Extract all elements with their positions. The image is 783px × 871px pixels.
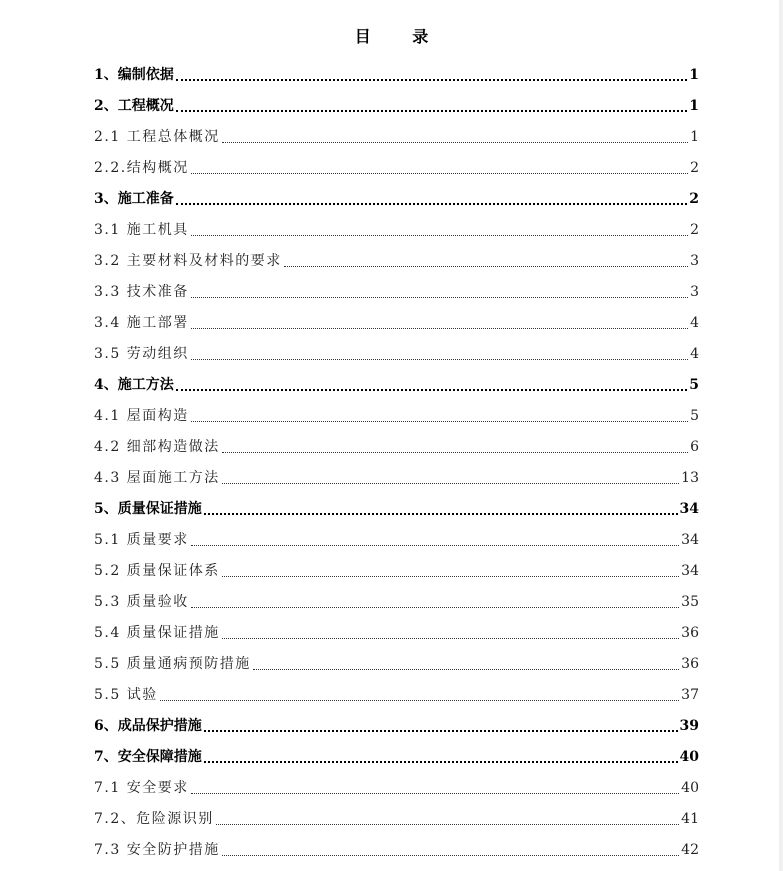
toc-dot-leader	[204, 761, 678, 763]
toc-entry-text: 7.2、危险源识别	[94, 811, 214, 827]
toc-dot-leader	[216, 824, 679, 825]
toc-page-number: 2	[690, 160, 699, 176]
toc-subsection-entry[interactable]	[94, 833, 699, 864]
toc-page-number: 1	[689, 98, 699, 114]
toc-section-entry[interactable]	[94, 740, 699, 771]
toc-subsection-entry[interactable]	[94, 430, 699, 461]
toc-dot-leader	[191, 297, 688, 298]
toc-dot-leader	[160, 700, 679, 701]
toc-dot-leader	[222, 638, 679, 639]
toc-dot-leader	[191, 328, 688, 329]
toc-page-number: 4	[690, 315, 699, 331]
toc-entry-text: 5.3 质量验收	[94, 594, 189, 610]
toc-entry-text: 5.5 质量通病预防措施	[94, 656, 251, 672]
toc-section-entry[interactable]	[94, 182, 699, 213]
toc-entry-text: 5.2 质量保证体系	[94, 563, 220, 579]
toc-page-number: 3	[690, 284, 699, 300]
toc-dot-leader	[222, 452, 688, 453]
toc-dot-leader	[191, 173, 688, 174]
toc-page-number: 13	[681, 470, 699, 486]
toc-dot-leader	[191, 359, 688, 360]
toc-page-number: 3	[690, 253, 699, 269]
toc-entry-text: 4.2 细部构造做法	[94, 439, 220, 455]
toc-subsection-entry[interactable]	[94, 151, 699, 182]
toc-subsection-entry[interactable]	[94, 337, 699, 368]
toc-entry-text: 5、质量保证措施	[94, 501, 202, 517]
toc-dot-leader	[204, 730, 678, 732]
toc-dot-leader	[253, 669, 679, 670]
toc-subsection-entry[interactable]	[94, 399, 699, 430]
toc-dot-leader	[176, 389, 688, 391]
toc-subsection-entry[interactable]	[94, 802, 699, 833]
toc-page-number: 4	[690, 346, 699, 362]
toc-dot-leader	[284, 266, 688, 267]
toc-section-entry[interactable]	[94, 709, 699, 740]
toc-dot-leader	[222, 576, 679, 577]
toc-subsection-entry[interactable]	[94, 213, 699, 244]
toc-subsection-entry[interactable]	[94, 120, 699, 151]
toc-dot-leader	[204, 513, 678, 515]
toc-entry-text: 6、成品保护措施	[94, 718, 202, 734]
toc-entry-text: 3.5 劳动组织	[94, 346, 189, 362]
toc-subsection-entry[interactable]	[94, 771, 699, 802]
toc-list	[94, 58, 699, 864]
toc-page-number: 36	[681, 625, 699, 641]
toc-entry-text: 2.2.结构概况	[94, 160, 189, 176]
toc-entry-text: 3.3 技术准备	[94, 284, 189, 300]
toc-subsection-entry[interactable]	[94, 554, 699, 585]
page-edge	[779, 0, 783, 871]
toc-page-number: 36	[681, 656, 699, 672]
toc-page-number: 34	[681, 532, 699, 548]
toc-dot-leader	[222, 142, 688, 143]
toc-page-number: 2	[689, 191, 699, 207]
toc-page-number: 2	[690, 222, 699, 238]
toc-page-number: 42	[681, 842, 699, 858]
toc-page-number: 6	[690, 439, 699, 455]
toc-dot-leader	[191, 235, 688, 236]
toc-page-number: 1	[690, 129, 699, 145]
toc-entry-text: 5.4 质量保证措施	[94, 625, 220, 641]
toc-dot-leader	[191, 607, 679, 608]
toc-page-number: 35	[681, 594, 699, 610]
toc-section-entry[interactable]	[94, 492, 699, 523]
toc-dot-leader	[222, 855, 679, 856]
toc-entry-text: 3.4 施工部署	[94, 315, 189, 331]
toc-entry-text: 2、工程概况	[94, 98, 174, 114]
toc-dot-leader	[191, 793, 679, 794]
toc-dot-leader	[222, 483, 679, 484]
toc-entry-text: 7、安全保障措施	[94, 749, 202, 765]
toc-dot-leader	[191, 545, 679, 546]
toc-page-number: 1	[689, 67, 699, 83]
toc-subsection-entry[interactable]	[94, 306, 699, 337]
toc-entry-text: 3.1 施工机具	[94, 222, 189, 238]
toc-page-number: 5	[690, 408, 699, 424]
toc-entry-text: 4、施工方法	[94, 377, 174, 393]
toc-subsection-entry[interactable]	[94, 647, 699, 678]
toc-section-entry[interactable]	[94, 368, 699, 399]
toc-page-number: 40	[681, 780, 699, 796]
toc-entry-text: 1、编制依据	[94, 67, 174, 83]
toc-subsection-entry[interactable]	[94, 461, 699, 492]
toc-subsection-entry[interactable]	[94, 244, 699, 275]
toc-subsection-entry[interactable]	[94, 275, 699, 306]
toc-dot-leader	[191, 421, 688, 422]
toc-entry-text: 4.1 屋面构造	[94, 408, 189, 424]
toc-dot-leader	[176, 110, 688, 112]
toc-entry-text: 7.1 安全要求	[94, 780, 189, 796]
toc-page-number: 34	[679, 501, 699, 517]
toc-dot-leader	[176, 79, 688, 81]
toc-entry-text: 5.5 试验	[94, 687, 158, 703]
toc-subsection-entry[interactable]	[94, 678, 699, 709]
toc-page-number: 37	[681, 687, 699, 703]
toc-entry-text: 3、施工准备	[94, 191, 174, 207]
toc-entry-text: 2.1 工程总体概况	[94, 129, 220, 145]
toc-subsection-entry[interactable]	[94, 523, 699, 554]
toc-page-number: 5	[689, 377, 699, 393]
toc-dot-leader	[176, 203, 688, 205]
toc-entry-text: 7.3 安全防护措施	[94, 842, 220, 858]
toc-title: 目 录	[354, 27, 447, 46]
toc-subsection-entry[interactable]	[94, 616, 699, 647]
toc-entry-text: 4.3 屋面施工方法	[94, 470, 220, 486]
toc-page-number: 41	[681, 811, 699, 827]
toc-entry-text: 5.1 质量要求	[94, 532, 189, 548]
toc-page-number: 39	[679, 718, 699, 734]
toc-section-entry[interactable]	[94, 89, 699, 120]
toc-subsection-entry[interactable]	[94, 585, 699, 616]
toc-page-number: 40	[679, 749, 699, 765]
toc-section-entry[interactable]	[94, 58, 699, 89]
toc-page-number: 34	[681, 563, 699, 579]
toc-entry-text: 3.2 主要材料及材料的要求	[94, 253, 282, 269]
